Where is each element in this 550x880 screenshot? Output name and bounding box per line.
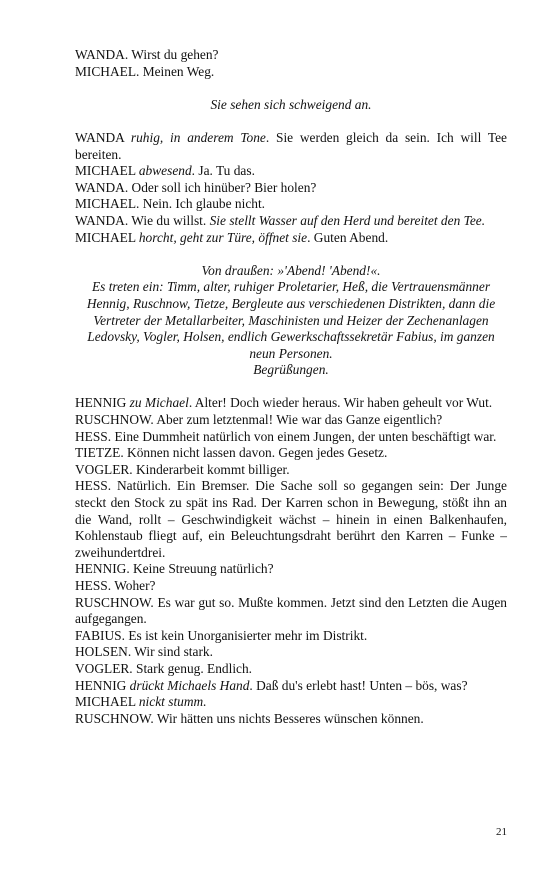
stage-direction <box>75 362 507 379</box>
text: HOLSEN. Wir sind stark. <box>75 644 213 660</box>
dialogue-line <box>75 644 507 661</box>
italic-text: Es treten ein: Timm, alter, ruhiger Proletarier, Heß, die Vertrauensmänner Hennig, Ruschnow, Tietze, Bergleute aus verschiedenen Distrikten, dann die Vertreter der Metallarbeiter, Maschinisten und Heizer der Zechenanlagen Ledovsky, Vogler, Holsen, endlich Gewerkschaftssekretär Fabius, im ganzen neun Personen. <box>86 279 496 361</box>
italic-text: abwesend <box>138 163 192 179</box>
text: MICHAEL. Meinen Weg. <box>75 63 215 79</box>
dialogue-line <box>75 711 507 728</box>
paragraph-gap <box>75 80 507 97</box>
paragraph-gap <box>75 379 507 396</box>
italic-text: ruhig, in anderem Tone <box>130 129 266 145</box>
text: HENNIG <box>75 395 130 411</box>
italic-text: Begrüßungen. <box>253 362 329 378</box>
dialogue-line <box>75 196 507 213</box>
text: . Guten Abend. <box>307 229 389 245</box>
text: WANDA <box>75 129 131 145</box>
text: WANDA. Wirst du gehen? <box>75 47 219 62</box>
text: WANDA. Wie du willst. <box>75 212 210 228</box>
dialogue-line <box>75 180 507 197</box>
text: HENNIG <box>75 677 130 693</box>
italic-text: Von draußen: »'Abend! 'Abend!«. <box>201 262 381 278</box>
paragraph-gap <box>75 246 507 263</box>
stage-direction <box>75 97 507 114</box>
text: TIETZE. Können nicht lassen davon. Gegen jedes Gesetz. <box>75 445 388 461</box>
paragraph-gap <box>75 113 507 130</box>
dialogue-line <box>75 694 507 711</box>
text: MICHAEL <box>75 229 139 245</box>
text: MICHAEL <box>75 694 139 710</box>
italic-text: nickt stumm. <box>138 694 207 710</box>
text: RUSCHNOW. Es war gut so. Mußte kommen. Jetzt sind den Letzten die Augen aufgegangen. <box>75 594 507 627</box>
dialogue-line <box>75 64 507 81</box>
text: HESS. Natürlich. Ein Bremser. Die Sache soll so gegangen sein: Der Junge steckt den Stock zu spät ins Rad. Der Karren schon in Bewegung, stößt ihn an die Wand, rollt – Geschwindigkeit wächst – hinein in einen Balkenhaufen, Kohlenstaub fliegt auf, ein Beleuchtungsdraht berührt den Karren – Funke – zweihundertdrei. <box>75 478 507 560</box>
stage-direction <box>75 279 507 362</box>
text: MICHAEL <box>75 163 139 179</box>
text: . Ja. Tu das. <box>191 163 255 179</box>
dialogue-line <box>75 628 507 645</box>
italic-text: horcht, geht zur Türe, öffnet sie <box>138 229 308 245</box>
text: . Sie werden gleich da sein. Ich will Tee bereiten. <box>75 129 507 162</box>
text: VOGLER. Stark genug. Endlich. <box>75 660 253 676</box>
text: WANDA. Oder soll ich hinüber? Bier holen? <box>75 179 317 195</box>
italic-text: Sie sehen sich schweigend an. <box>210 96 372 112</box>
italic-text: Sie stellt Wasser auf den Herd und bereitet den Tee. <box>209 212 486 228</box>
text: HESS. Eine Dummheit natürlich von einem Jungen, der unten beschäftigt war. <box>75 428 497 444</box>
dialogue-line <box>75 462 507 479</box>
dialogue-line <box>75 661 507 678</box>
dialogue-line <box>75 678 507 695</box>
page-number: 21 <box>496 826 507 838</box>
italic-text: drückt Michaels Hand <box>129 677 250 693</box>
text: MICHAEL. Nein. Ich glaube nicht. <box>75 196 266 212</box>
italic-text: zu Michael <box>129 395 189 411</box>
text: . Daß du's erlebt hast! Unten – bös, was? <box>249 677 468 693</box>
stage-direction <box>75 263 507 280</box>
text: RUSCHNOW. Aber zum letztenmal! Wie war das Ganze eigentlich? <box>75 412 443 428</box>
text: . Alter! Doch wieder heraus. Wir haben geheult vor Wut. <box>188 395 493 411</box>
dialogue-line <box>75 445 507 462</box>
text: HENNIG. Keine Streuung natürlich? <box>75 561 274 577</box>
dialogue-line <box>75 578 507 595</box>
dialogue-line <box>75 478 507 561</box>
text: VOGLER. Kinderarbeit kommt billiger. <box>75 461 290 477</box>
dialogue-line <box>75 395 507 412</box>
dialogue-line <box>75 163 507 180</box>
document-body <box>75 47 507 727</box>
dialogue-line <box>75 130 507 163</box>
text: RUSCHNOW. Wir hätten uns nichts Besseres wünschen können. <box>75 710 424 726</box>
dialogue-line <box>75 561 507 578</box>
text: HESS. Woher? <box>75 578 156 593</box>
dialogue-line <box>75 47 507 64</box>
dialogue-line <box>75 595 507 628</box>
dialogue-line <box>75 412 507 429</box>
text: FABIUS. Es ist kein Unorganisierter mehr im Distrikt. <box>75 627 368 643</box>
dialogue-line <box>75 429 507 446</box>
dialogue-line <box>75 230 507 247</box>
dialogue-line <box>75 213 507 230</box>
